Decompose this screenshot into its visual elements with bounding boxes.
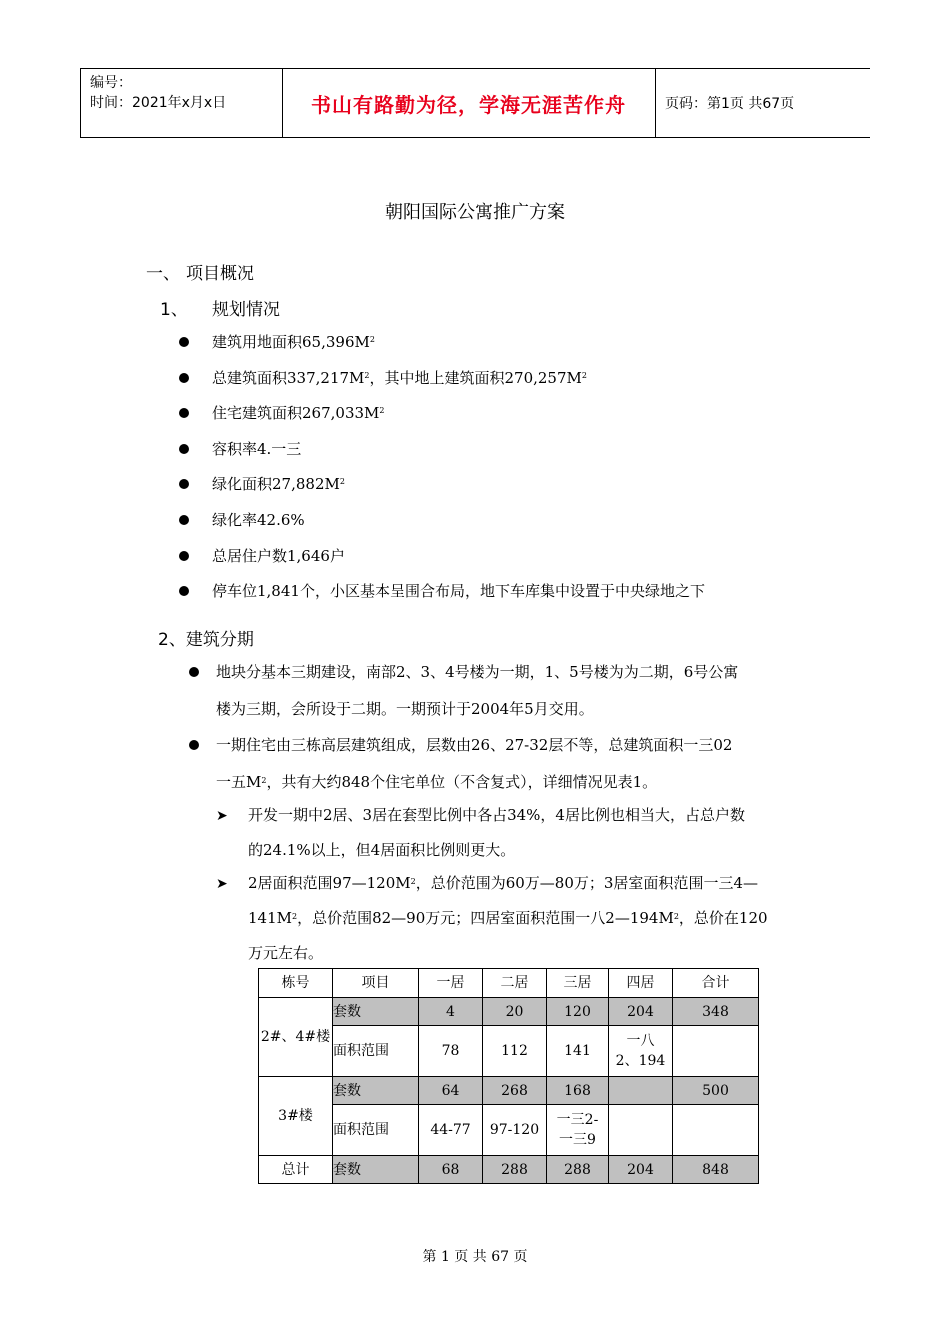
table-header-cell: 二居	[483, 969, 547, 998]
table-row	[259, 998, 759, 1026]
table-cell: 套数	[333, 998, 419, 1026]
paragraph-line: 开发一期中2居、3居在套型比例中各占34%，4居比例也相当大，占总户数	[248, 806, 745, 824]
page-footer: 第 1 页 共 67 页	[422, 1249, 528, 1265]
analysis-item-2	[248, 866, 768, 971]
list-item-text	[212, 435, 301, 463]
text-run: ，共有大约848个住宅单位（不含复式），详细情况见表1。	[266, 773, 658, 791]
header-border-left	[80, 69, 81, 137]
item-value: 容积率4.一三	[212, 439, 302, 458]
superscript: 2	[261, 776, 267, 785]
table-cell: 500	[673, 1077, 759, 1105]
cell-line: 一三9	[559, 1132, 596, 1148]
table-cell: 204	[609, 1156, 673, 1184]
table-cell: 120	[547, 998, 609, 1026]
subsection-2-heading: 2、建筑分期	[158, 630, 254, 650]
cell-line: 2、194	[615, 1053, 666, 1069]
table-cell	[547, 1105, 609, 1156]
header-page-info: 页码：第1页 共67页	[665, 96, 795, 112]
plan-list	[178, 328, 858, 613]
text-run: 141M	[248, 909, 292, 927]
table-cell: 97-120	[483, 1105, 547, 1156]
table-cell: 141	[547, 1026, 609, 1077]
superscript: 2	[581, 370, 587, 380]
table-cell: 44-77	[419, 1105, 483, 1156]
subsection-1-heading	[160, 295, 280, 320]
subsection-1-title: 规划情况	[212, 300, 280, 320]
section-1-title: 项目概况	[186, 264, 254, 284]
subsection-1-number: 1、	[160, 300, 188, 320]
table-header-cell: 栋号	[259, 969, 333, 998]
paragraph-line: 万元左右。	[248, 944, 324, 962]
table-header-cell: 四居	[609, 969, 673, 998]
item-value: 绿化面积27,882M	[212, 475, 340, 494]
building-cell: 3#楼	[259, 1077, 333, 1156]
table-cell: 168	[547, 1077, 609, 1105]
arrow-bullet-icon: ➤	[216, 876, 228, 892]
list-item-text	[212, 577, 705, 605]
table-cell	[673, 1026, 759, 1077]
list-item-text	[212, 364, 587, 392]
table-cell: 288	[483, 1156, 547, 1184]
table-row	[259, 1105, 759, 1156]
header-time-label: 时间：2021年x月x日	[90, 95, 227, 111]
list-item-text	[212, 328, 375, 356]
list-item	[178, 435, 858, 471]
table-cell: 面积范围	[333, 1105, 419, 1156]
table-header-cell: 项目	[333, 969, 419, 998]
paragraph-line: 地块分基本三期建设，南部2、3、4号楼为一期，1、5号楼为为二期，6号公寓	[216, 663, 739, 681]
section-1-heading	[146, 259, 254, 284]
table-cell: 4	[419, 998, 483, 1026]
table-cell	[609, 1105, 673, 1156]
bullet-dot-icon	[179, 515, 189, 525]
bullet-dot-icon	[179, 444, 189, 454]
table-cell	[609, 1077, 673, 1105]
table-cell: 20	[483, 998, 547, 1026]
list-item	[178, 542, 858, 578]
unit-table	[258, 968, 759, 1184]
item-tail: ，其中地上建筑面积270,257M	[369, 368, 582, 387]
superscript: 2	[292, 912, 298, 921]
paragraph-line	[216, 764, 816, 801]
table-cell: 64	[419, 1077, 483, 1105]
table-header-cell: 一居	[419, 969, 483, 998]
superscript: 2	[339, 477, 345, 487]
bullet-dot-icon	[179, 337, 189, 347]
list-item-text	[212, 506, 305, 534]
table-cell: 112	[483, 1026, 547, 1077]
list-item	[178, 364, 858, 400]
analysis-item-1	[248, 798, 745, 868]
text-run: 一五M	[216, 773, 262, 791]
table-header-row	[259, 969, 759, 998]
table-cell: 204	[609, 998, 673, 1026]
bullet-dot-icon	[189, 667, 199, 677]
item-value: 停车位1,841个，小区基本呈围合布局，地下车库集中设置于中央绿地之下	[212, 582, 705, 601]
table-cell	[673, 1105, 759, 1156]
text-run: ，总价在120	[678, 909, 768, 927]
superscript: 2	[673, 912, 679, 921]
table-header-cell: 三居	[547, 969, 609, 998]
list-item-text	[212, 542, 345, 570]
list-item	[178, 506, 858, 542]
list-item	[178, 328, 858, 364]
table-cell: 套数	[333, 1077, 419, 1105]
header-divider-2	[655, 69, 656, 137]
table-cell	[609, 1026, 673, 1077]
phase-paragraph-2	[216, 727, 816, 801]
table-row	[259, 1156, 759, 1184]
bullet-dot-icon	[179, 586, 189, 596]
text-run: ，总价范围82—90万元；四居室面积范围一八2—194M	[297, 909, 674, 927]
table-header-cell: 合计	[673, 969, 759, 998]
bullet-dot-icon	[179, 479, 189, 489]
text-run: ，总价范围为60万—80万；3居室面积范围一三4—	[415, 874, 758, 892]
paragraph-line: 的24.1%以上，但4居面积比例则更大。	[248, 841, 516, 859]
section-1-number: 一、	[146, 264, 180, 284]
paragraph-line	[248, 901, 768, 936]
cell-line: 一八	[626, 1033, 655, 1049]
superscript: 2	[379, 406, 385, 416]
list-item	[178, 470, 858, 506]
table-row	[259, 1077, 759, 1105]
list-item	[178, 577, 858, 613]
building-cell: 2#、4#楼	[259, 998, 333, 1077]
table-cell: 268	[483, 1077, 547, 1105]
superscript: 2	[364, 370, 370, 380]
superscript: 2	[410, 877, 416, 886]
phase-paragraph-1	[216, 654, 816, 728]
header-meta	[90, 73, 226, 113]
cell-line: 一三2-	[556, 1112, 599, 1128]
text-run: 2居面积范围97—120M	[248, 874, 411, 892]
bullet-dot-icon	[179, 551, 189, 561]
total-cell: 总计	[259, 1156, 333, 1184]
table-cell: 288	[547, 1156, 609, 1184]
list-item-text	[212, 470, 345, 498]
table-cell: 面积范围	[333, 1026, 419, 1077]
header-code-label: 编号：	[90, 75, 132, 91]
paragraph-line	[248, 866, 768, 901]
bullet-dot-icon	[189, 740, 199, 750]
table-cell: 848	[673, 1156, 759, 1184]
superscript: 2	[369, 335, 375, 344]
bullet-dot-icon	[179, 408, 189, 418]
table-cell: 68	[419, 1156, 483, 1184]
item-value: 建筑用地面积65,396M	[212, 333, 370, 351]
item-value: 住宅建筑面积267,033M	[212, 404, 380, 423]
item-value: 总建筑面积337,217M	[212, 368, 365, 387]
paragraph-line: 一期住宅由三栋高层建筑组成，层数由26、27-32层不等，总建筑面积一三02	[216, 736, 733, 754]
item-value: 绿化率42.6%	[212, 510, 305, 529]
table-cell: 348	[673, 998, 759, 1026]
arrow-bullet-icon: ➤	[216, 808, 228, 824]
paragraph-line: 楼为三期，会所设于二期。一期预计于2004年5月交用。	[216, 700, 594, 718]
page-header	[80, 68, 870, 138]
table-cell: 78	[419, 1026, 483, 1077]
document-title: 朝阳国际公寓推广方案	[385, 202, 565, 223]
item-value: 总居住户数1,646户	[212, 546, 345, 565]
list-item-text	[212, 399, 384, 427]
header-motto: 书山有路勤为径，学海无涯苦作舟	[311, 92, 626, 117]
bullet-dot-icon	[179, 373, 189, 383]
list-item	[178, 399, 858, 435]
table-cell: 套数	[333, 1156, 419, 1184]
table-row	[259, 1026, 759, 1077]
